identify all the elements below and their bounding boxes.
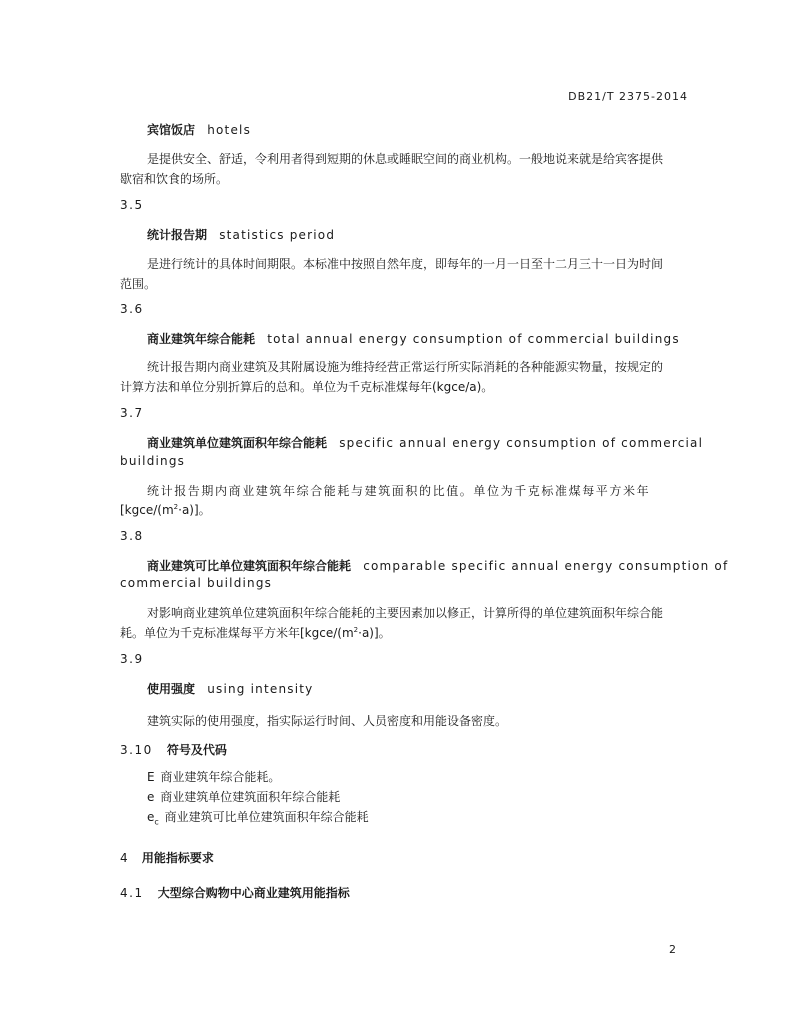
term-hotels	[147, 121, 251, 138]
definition-line: 歇宿和饮食的场所。	[120, 172, 229, 186]
chapter-number: 4	[120, 851, 128, 865]
symbol: e	[147, 790, 155, 804]
term-hotels-zh: 宾馆饭店	[147, 123, 196, 137]
definition-line: 建筑实际的使用强度，指实际运行时间、人员密度和用能设备密度。	[147, 714, 508, 728]
symbol-description: 商业建筑年综合能耗。	[160, 770, 281, 784]
term-zh: 统计报告期	[147, 228, 208, 242]
definition-line-unit	[120, 501, 211, 518]
section-title: 符号及代码	[166, 743, 227, 757]
section-heading	[120, 884, 350, 901]
symbol: E	[147, 770, 155, 784]
clause-number: 3.9	[120, 652, 144, 666]
term-zh: 使用强度	[147, 682, 196, 696]
term-using-intensity	[147, 680, 313, 697]
section-title: 大型综合购物中心商业建筑用能指标	[157, 886, 350, 900]
definition-line: 范围。	[120, 277, 157, 291]
term-statistics-period	[147, 226, 335, 243]
term-en: comparable specific annual energy consumption of	[363, 559, 729, 573]
definition-line: 统计报告期内商业建筑及其附属设施为维持经营正常运行所实际消耗的各种能源实物量，按规定的	[147, 360, 664, 374]
symbol: e	[147, 810, 155, 824]
definition-line: 是提供安全、舒适，令利用者得到短期的休息或睡眠空间的商业机构。一般地说来就是给宾客提供	[147, 152, 664, 166]
section-number: 4.1	[120, 886, 144, 900]
clause-number: 3.10	[120, 743, 153, 757]
term-en: specific annual energy consumption of commercial	[339, 436, 704, 450]
term-en: statistics period	[219, 228, 336, 242]
chapter-title: 用能指标要求	[141, 851, 214, 865]
definition-line: 计算方法和单位分别折算后的总和。单位为千克标准煤每年(kgce/a)。	[120, 380, 494, 394]
unit-superscript: 2	[353, 626, 359, 634]
term-en: using intensity	[207, 682, 314, 696]
term-zh: 商业建筑可比单位建筑面积年综合能耗	[147, 559, 352, 573]
term-specific-annual-energy	[147, 434, 703, 451]
page-number: 2	[669, 943, 676, 956]
term-en-continued: buildings	[120, 454, 186, 468]
unit-superscript: 2	[173, 503, 179, 511]
definition-line: 对影响商业建筑单位建筑面积年综合能耗的主要因素加以修正，计算所得的单位建筑面积年综合能	[147, 606, 664, 620]
term-comparable-specific-energy	[147, 557, 728, 574]
term-hotels-en: hotels	[207, 123, 252, 137]
symbol-item	[147, 768, 280, 786]
symbol-item	[147, 808, 369, 826]
symbol-description: 商业建筑可比单位建筑面积年综合能耗	[164, 810, 369, 824]
unit-text: ·a)]。	[358, 626, 391, 640]
definition-line: 统计报告期内商业建筑年综合能耗与建筑面积的比值。单位为千克标准煤每平方米年	[147, 484, 651, 498]
unit-text: [kgce/(m	[120, 503, 174, 517]
term-total-annual-energy	[147, 330, 680, 347]
clause-number: 3.8	[120, 529, 144, 543]
term-zh: 商业建筑年综合能耗	[147, 332, 256, 346]
unit-text: 耗。单位为千克标准煤每平方米年[kgce/(m	[120, 626, 354, 640]
clause-number: 3.5	[120, 198, 144, 212]
unit-text: ·a)]。	[178, 503, 211, 517]
symbol-description: 商业建筑单位建筑面积年综合能耗	[160, 790, 341, 804]
term-zh: 商业建筑单位建筑面积年综合能耗	[147, 436, 328, 450]
clause-number: 3.6	[120, 302, 144, 316]
standard-code: DB21/T 2375-2014	[568, 90, 688, 103]
symbol-item	[147, 788, 340, 806]
chapter-heading	[120, 849, 214, 866]
term-en: total annual energy consumption of commercial buildings	[267, 332, 680, 346]
clause-number: 3.7	[120, 406, 144, 420]
definition-line-unit	[120, 624, 391, 641]
symbol-subscript: c	[154, 817, 159, 827]
term-en-continued: commercial buildings	[120, 576, 273, 590]
section-symbols-heading	[120, 741, 227, 758]
definition-line: 是进行统计的具体时间期限。本标准中按照自然年度，即每年的一月一日至十二月三十一日为时间	[147, 257, 664, 271]
